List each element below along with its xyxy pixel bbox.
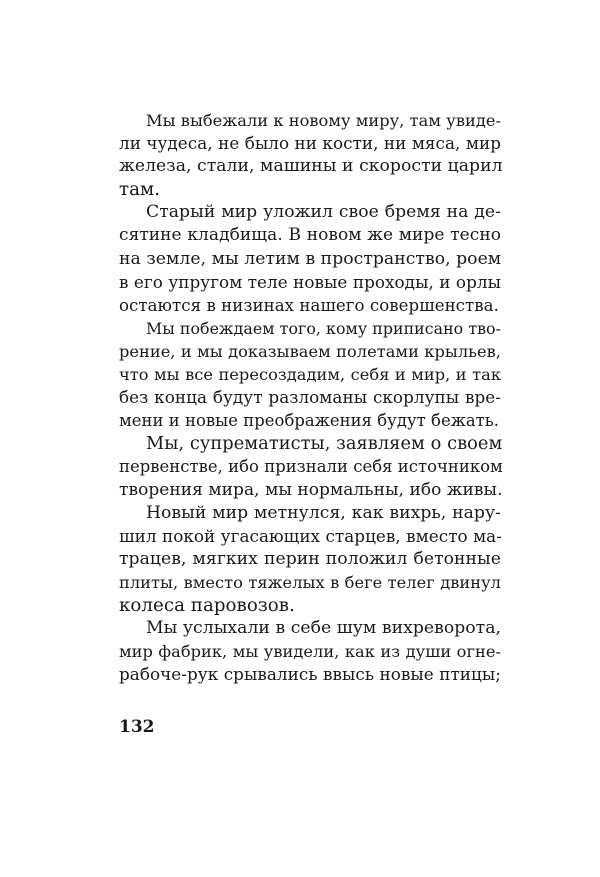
text-line: трацев, мягких перин положил бетонные	[119, 548, 501, 569]
text-line: Мы побеждаем того, кому приписано тво-	[146, 318, 502, 338]
text-line: творения мира, мы нормальны, ибо живы.	[119, 479, 503, 500]
paragraph-3	[119, 317, 501, 432]
text-line: что мы все пересоздадим, себя и мир, и так	[119, 365, 501, 385]
text-line: мени и новые преображения будут бежать.	[119, 411, 500, 431]
text-line: первенстве, ибо признали себя источником	[119, 457, 503, 477]
text-line: плиты, вместо тяжелых в беге телег двинул	[119, 572, 501, 592]
text-line: там.	[119, 179, 161, 201]
paragraph-4	[119, 432, 501, 501]
text-line: железа, стали, машины и скорости царил	[119, 156, 503, 177]
text-line: Мы услыхали в себе шум вихреворота,	[146, 618, 502, 639]
text-line: сятине кладбища. В новом же мире тесно	[119, 225, 501, 246]
paragraph-2	[119, 201, 501, 316]
text-line: на земле, мы летим в пространство, роем	[119, 248, 502, 269]
text-line: Мы, супрематисты, заявляем о своем	[146, 433, 503, 455]
text-line: мир фабрик, мы увидели, как из души огне-	[119, 642, 501, 662]
text-line: остаются в низинах нашего совершенства.	[119, 295, 499, 315]
text-line: в его упругом теле новые проходы, и орлы	[119, 271, 501, 292]
text-line: без конца будут разломаны скорлупы вре-	[119, 387, 501, 408]
text-line: ли чудеса, не было ни кости, ни мяса, мир	[119, 133, 501, 154]
page-number: 132	[119, 717, 155, 737]
text-line: рение, и мы доказываем полетами крыльев,	[119, 341, 501, 361]
text-line: колеса паровозов.	[119, 594, 295, 616]
text-line: Старый мир уложил свое бремя на де-	[146, 202, 501, 223]
paragraph-1	[119, 109, 501, 201]
text-line: шил покой угасающих старцев, вместо ма-	[119, 525, 502, 546]
text-line: Мы выбежали к новому миру, там увиде-	[146, 111, 501, 130]
paragraph-6	[119, 617, 501, 686]
body-text	[119, 109, 501, 686]
paragraph-5	[119, 502, 501, 617]
text-line: Новый мир метнулся, как вихрь, нару-	[146, 502, 501, 523]
text-line: рабоче-рук срывались ввысь новые птицы;	[119, 664, 501, 685]
